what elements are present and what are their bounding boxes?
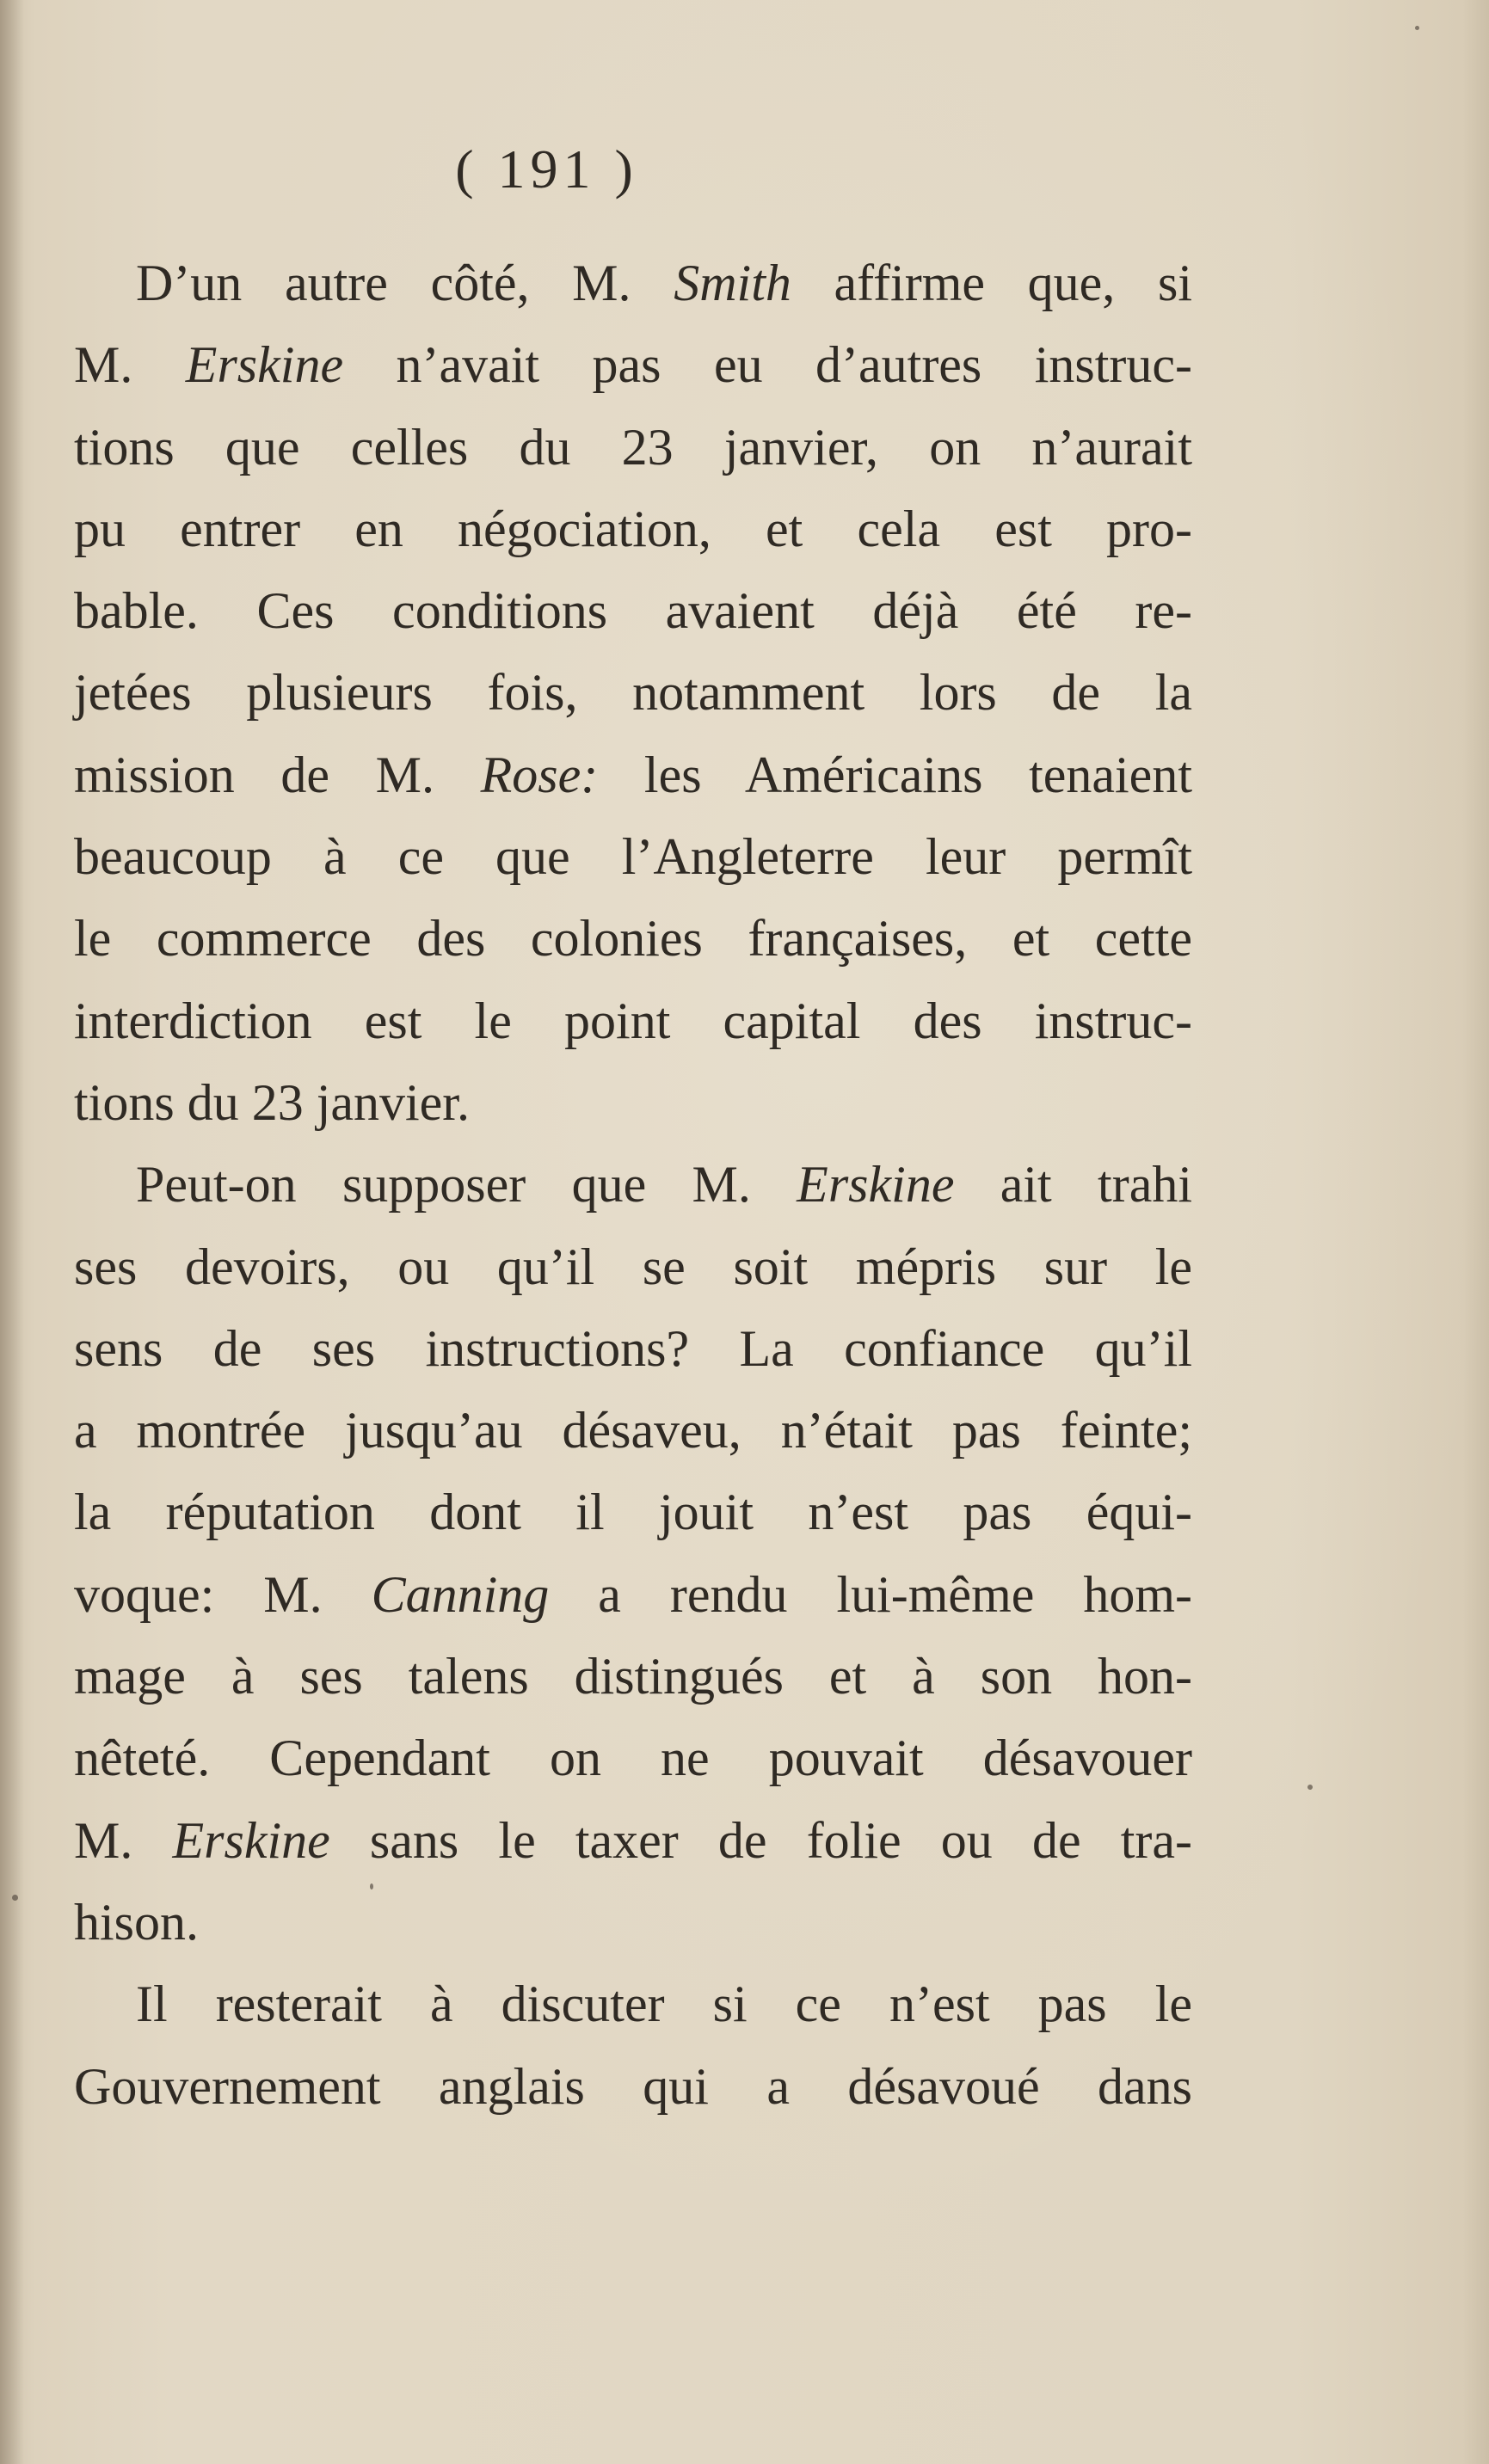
text-run: sens de ses instructions? La confiance qu’il: [74, 1319, 1192, 1377]
text-run: D’un autre côté, M.: [136, 255, 674, 311]
text-run: M.: [74, 336, 186, 394]
text-run: le commerce des colonies françaises, et cette: [74, 910, 1192, 968]
text-run: M.: [74, 1811, 173, 1869]
text-run: Peut-on supposer que M.: [136, 1156, 797, 1214]
text-line: [74, 652, 1192, 734]
text-run: nêteté. Cependant on ne pouvait désavouer: [74, 1730, 1192, 1787]
text-line: [74, 898, 1192, 980]
text-line: [74, 816, 1192, 898]
text-line: [74, 324, 1192, 406]
text-line: [74, 407, 1192, 488]
text-run: tions du 23 janvier.: [74, 1073, 470, 1131]
text-run: tions que celles du 23 janvier, on n’aurait: [74, 418, 1192, 476]
text-run: mission de M.: [74, 746, 481, 803]
italic-name: Smith: [674, 255, 791, 311]
text-run: Il resterait à discuter si ce n’est pas le: [136, 1976, 1192, 2033]
text-line: [74, 570, 1192, 652]
text-line: [74, 1963, 1192, 2045]
page-number: ( 191 ): [455, 138, 638, 200]
italic-name: Canning: [371, 1565, 550, 1623]
text-run: jetées plusieurs fois, notamment lors de la: [74, 664, 1192, 722]
text-run: n’avait pas eu d’autres instruc-: [343, 336, 1192, 394]
text-line: [74, 1717, 1192, 1799]
text-line: [74, 1636, 1192, 1717]
text-run: a rendu lui-même hom-: [549, 1565, 1192, 1623]
paper-speck: [1415, 26, 1419, 30]
text-line: [74, 1472, 1192, 1553]
text-line: [74, 1800, 1192, 1882]
text-run: ait trahi: [954, 1156, 1192, 1214]
text-line: [74, 980, 1192, 1062]
text-line: [74, 1554, 1192, 1636]
binding-shadow: [0, 0, 24, 2464]
text-line: [74, 488, 1192, 570]
paper-speck: [1307, 1785, 1313, 1790]
text-line: [74, 1390, 1192, 1472]
body-text: [74, 243, 1192, 2128]
italic-name: Erskine: [797, 1156, 955, 1214]
text-line: [74, 243, 1192, 324]
text-line: [74, 1882, 1192, 1963]
text-run: bable. Ces conditions avaient déjà été re-: [74, 582, 1192, 640]
text-run: sans le taxer de folie ou de tra-: [329, 1811, 1192, 1869]
text-line: [74, 1144, 1192, 1226]
text-run: hison.: [74, 1893, 200, 1951]
text-run: a montrée jusqu’au désaveu, n’était pas feinte;: [74, 1402, 1192, 1459]
text-run: Gouvernement anglais qui a désavoué dans: [74, 2057, 1192, 2115]
text-run: les Américains tenaient: [598, 746, 1192, 803]
text-line: [74, 734, 1192, 816]
italic-name: Erskine: [172, 1811, 330, 1869]
text-run: interdiction est le point capital des instruc-: [74, 992, 1192, 1049]
text-line: [74, 1308, 1192, 1390]
paper-speck: [370, 1883, 373, 1889]
text-run: voque: M.: [74, 1565, 372, 1623]
text-run: ses devoirs, ou qu’il se soit mépris sur le: [74, 1238, 1192, 1295]
paper-speck: [12, 1895, 18, 1901]
text-run: pu entrer en négociation, et cela est pro-: [74, 500, 1192, 557]
italic-name: Rose:: [480, 746, 599, 803]
text-line: [74, 1062, 1192, 1144]
italic-name: Erskine: [185, 336, 344, 394]
text-line: [74, 2046, 1192, 2128]
text-line: [74, 1226, 1192, 1308]
text-run: beaucoup à ce que l’Angleterre leur permît: [74, 828, 1192, 886]
text-run: affirme que, si: [791, 255, 1192, 311]
text-run: mage à ses talens distingués et à son hon-: [74, 1648, 1192, 1705]
text-run: la réputation dont il jouit n’est pas équi-: [74, 1484, 1192, 1541]
